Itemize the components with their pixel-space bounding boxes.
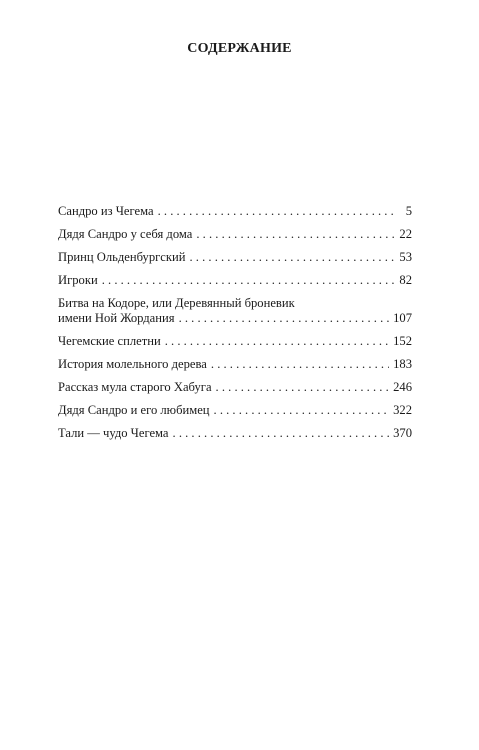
toc-leader-dots	[190, 250, 396, 265]
toc-entry-istoriya-molelnogo-dereva[interactable]	[58, 357, 412, 372]
toc-entry-dyadya-sandro-u-sebya-doma[interactable]	[58, 227, 412, 242]
toc-entry-page: 53	[399, 250, 412, 264]
toc-entry-dyadya-sandro-i-ego-lyubimets[interactable]	[58, 403, 412, 418]
toc-entry-line-2	[58, 311, 412, 326]
toc-entry-title: Принц Ольденбургский	[58, 250, 186, 264]
toc-entry-page: 152	[393, 334, 412, 348]
toc-entry-title: Игроки	[58, 273, 98, 287]
toc-entry-page: 82	[399, 273, 412, 287]
toc-entry-chegemskie-spletni[interactable]	[58, 334, 412, 349]
toc-entry-sandro-iz-chegema[interactable]	[58, 204, 412, 219]
toc-leader-dots	[196, 227, 395, 242]
toc-leader-dots	[211, 357, 389, 372]
toc-entry-title: Чегемские сплетни	[58, 334, 161, 348]
toc-entry-page: 5	[405, 204, 412, 218]
toc-leader-dots	[102, 273, 396, 288]
page-title: СОДЕРЖАНИЕ	[187, 41, 292, 56]
toc-entry-title: Дядя Сандро и его любимец	[58, 403, 210, 417]
toc-entry-title: Дядя Сандро у себя дома	[58, 227, 193, 241]
toc-entry-page: 322	[393, 403, 412, 417]
toc-entry-title: Сандро из Чегема	[58, 204, 154, 218]
toc-leader-dots	[158, 204, 396, 219]
toc-leader-dots	[179, 311, 390, 326]
toc-entry-page: 246	[393, 380, 412, 394]
toc-entry-tali-chudo-chegema[interactable]	[58, 426, 412, 441]
toc-entry-title-line-1: Битва на Кодоре, или Деревянный броневик	[58, 296, 295, 310]
toc-entry-title: Тали — чудо Чегема	[58, 426, 169, 440]
toc-leader-dots	[216, 380, 390, 395]
toc-entry-prints-oldenburgsky[interactable]	[58, 250, 412, 265]
table-of-contents	[58, 204, 412, 449]
toc-entry-rasskaz-mula[interactable]	[58, 380, 412, 395]
toc-entry-title-line-2: имени Ной Жордания	[58, 311, 175, 325]
toc-entry-title: История молельного дерева	[58, 357, 207, 371]
toc-entry-bitva-na-kodore[interactable]	[58, 296, 412, 326]
toc-entry-line-1	[58, 296, 412, 311]
toc-entry-title: Рассказ мула старого Хабуга	[58, 380, 212, 394]
toc-entry-page: 107	[393, 311, 412, 325]
toc-entry-igroki[interactable]	[58, 273, 412, 288]
toc-leader-dots	[165, 334, 389, 349]
toc-entry-page: 183	[393, 357, 412, 371]
toc-entry-page: 22	[399, 227, 412, 241]
toc-entry-page: 370	[393, 426, 412, 440]
toc-leader-dots	[214, 403, 390, 418]
toc-leader-dots	[173, 426, 390, 441]
